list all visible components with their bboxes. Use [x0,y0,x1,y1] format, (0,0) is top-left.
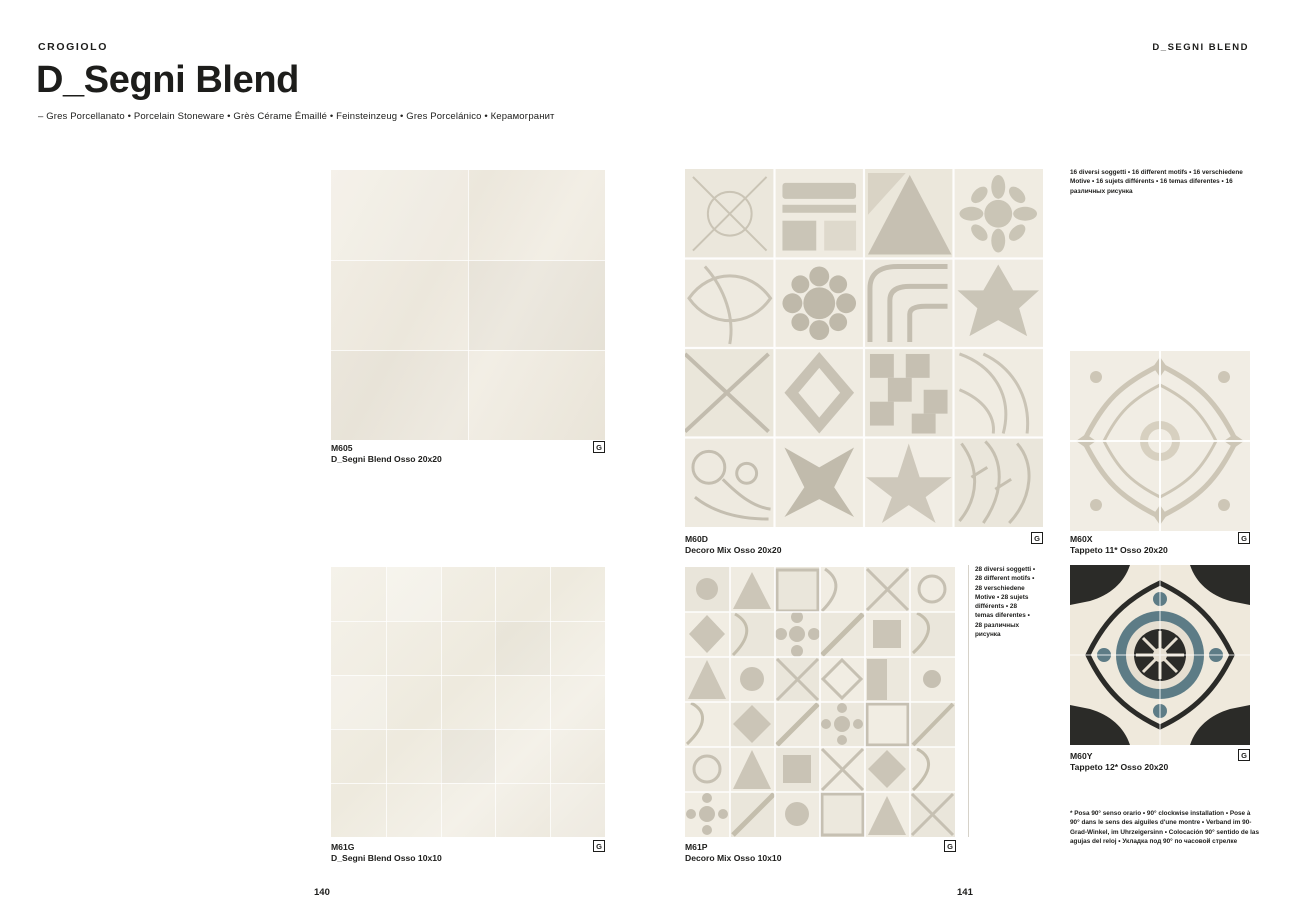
product-name: D_Segni Blend Osso 10x10 [331,853,442,863]
product-code: M605 [331,443,353,453]
product-caption-m61p [685,842,782,864]
product-caption-m60y [1070,751,1168,773]
collection-label: CROGIOLO [38,41,108,53]
product-code: M60Y [1070,751,1093,761]
product-name: D_Segni Blend Osso 20x20 [331,454,442,464]
product-name: Decoro Mix Osso 20x20 [685,545,782,555]
status-badge-g-m60y: G [1238,749,1250,761]
product-name: Tappeto 12* Osso 20x20 [1070,762,1169,772]
decor-mix-small-artwork [685,567,955,837]
product-name: Decoro Mix Osso 10x10 [685,853,782,863]
product-code: M61P [685,842,708,852]
tappeto-11-artwork [1070,351,1250,531]
product-caption-m60x [1070,534,1168,556]
note-installation: * Posa 90° senso orario • 90° clockwise installation • Pose à 90° dans le sens des aiguiles d'une montre • Verband im 90-Grad-Winkel, im Uhrzeigersinn • Colocación 90° sentido de las agujas del reloj • Укладка под 90° по часовой стрелке [1070,810,1260,845]
page-title: D_Segni Blend [36,59,299,101]
status-badge-g-m60x: G [1238,532,1250,544]
note-28-motifs: 28 diversi soggetti • 28 different motifs • 28 verschiedene Motive • 28 sujets différents • 28 temas diferentes • 28 различных рисунка [975,566,1036,638]
running-head: D_SEGNI BLEND [1152,42,1249,53]
product-code: M60D [685,534,708,544]
product-caption-m60d [685,534,782,556]
status-badge-g-m60d: G [1031,532,1043,544]
status-badge-g-m605: G [593,441,605,453]
product-image-m61p [685,567,955,837]
decor-mix-artwork [685,169,1043,527]
note-16-motifs: 16 diversi soggetti • 16 different motifs • 16 verschiedene Motive • 16 sujets différents • 16 temas diferentes • 16 различных рисунка [1070,169,1243,195]
product-caption-m605 [331,443,442,465]
product-code: M60X [1070,534,1093,544]
product-name: Tappeto 11* Osso 20x20 [1070,545,1168,555]
product-image-m60d [685,169,1043,527]
folio-right: 141 [957,887,973,898]
product-code: M61G [331,842,355,852]
product-image-m605 [331,170,605,440]
tile-grout-lines [331,170,605,440]
folio-left: 140 [314,887,330,898]
page-subtitle: – Gres Porcellanato • Porcelain Stoneware • Grès Cérame Émaillé • Feinsteinzeug • Gres Porcelánico • Керамогранит [38,111,555,122]
column-divider [968,565,969,837]
product-image-m61g [331,567,605,837]
status-badge-g-m61p: G [944,840,956,852]
status-badge-g-m61g: G [593,840,605,852]
product-image-m60y [1070,565,1250,745]
product-image-m60x [1070,351,1250,531]
product-caption-m61g [331,842,442,864]
tappeto-12-artwork [1070,565,1250,745]
